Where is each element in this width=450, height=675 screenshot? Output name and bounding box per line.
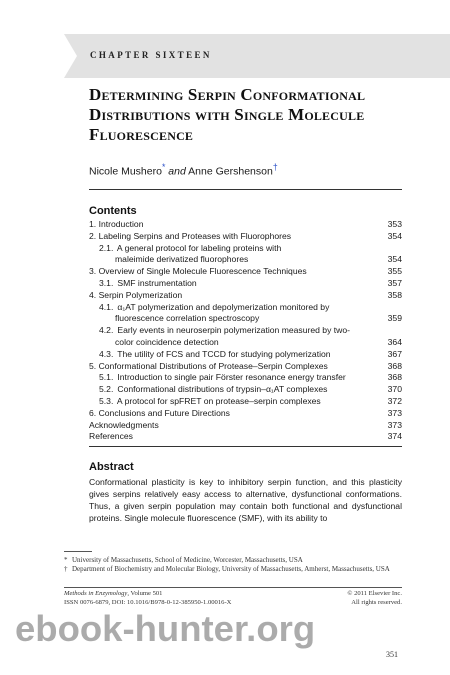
toc-entry-text [89, 361, 378, 373]
toc-entry-title: Conclusions and Future Directions [98, 407, 230, 418]
toc-entry-title: Conformational Distributions of Protease–Serpin Complexes [98, 360, 328, 371]
toc-entry-text [89, 384, 378, 396]
toc-entry-title: Overview of Single Molecule Fluorescence Techniques [98, 266, 307, 277]
footnote [64, 565, 402, 574]
toc-entry-text [89, 254, 378, 266]
toc-entry-title: Labeling Serpins and Proteases with Fluorophores [98, 230, 292, 241]
abstract-heading: Abstract [89, 461, 134, 473]
chapter-band-notch [64, 34, 77, 78]
author-1-affiliation-mark[interactable]: * [161, 162, 166, 172]
toc-entry[interactable] [89, 372, 402, 384]
toc-entry-page: 359 [387, 313, 402, 324]
toc-entry-text [89, 278, 378, 290]
toc-entry-text [89, 431, 378, 443]
toc-entry-number: 5. [89, 360, 97, 371]
toc-entry[interactable] [89, 254, 402, 266]
toc-entry-page: 358 [387, 289, 402, 300]
toc-entry-title: α₁AT polymerization and depolymerization monitored by [117, 301, 330, 312]
toc-entry-text [89, 231, 378, 243]
toc-entry[interactable] [89, 219, 402, 231]
toc-entry-page: 354 [387, 230, 402, 241]
contents-rule [89, 446, 402, 447]
copyright: © 2011 Elsevier Inc. [347, 590, 402, 597]
toc-entry-title: Acknowledgments [89, 419, 159, 430]
toc-entry-number: 6. [89, 407, 97, 418]
toc-entry-page [378, 302, 402, 314]
author-2-affiliation-mark[interactable]: † [272, 162, 278, 172]
toc-entry[interactable] [89, 420, 402, 432]
authors [89, 162, 278, 178]
table-of-contents [89, 219, 402, 443]
toc-entry-text [89, 219, 378, 231]
toc-entry[interactable] [89, 384, 402, 396]
toc-entry-text [89, 396, 378, 408]
toc-entry-page: 357 [387, 277, 402, 288]
toc-entry[interactable] [89, 278, 402, 290]
toc-entry-number: 5.3. [99, 395, 114, 406]
toc-entry[interactable] [89, 231, 402, 243]
toc-entry-page: 368 [387, 372, 402, 383]
toc-entry-page [378, 243, 402, 255]
toc-entry-title: Early events in neuroserpin polymerization measured by two- [117, 325, 351, 336]
publication-meta [64, 590, 402, 607]
toc-entry-page: 374 [387, 431, 402, 442]
toc-entry-title: color coincidence detection [115, 336, 219, 347]
rights: All rights reserved. [351, 598, 402, 606]
toc-entry[interactable] [89, 266, 402, 278]
watermark-logo: ebook-hunter.org [15, 608, 316, 649]
toc-entry-text [89, 420, 378, 432]
toc-entry-title: Serpin Polymerization [98, 289, 183, 300]
toc-entry-number: 4.3. [99, 348, 114, 359]
toc-entry-text [89, 372, 378, 384]
toc-entry-number: 3. [89, 266, 97, 277]
toc-entry-number: 4. [89, 289, 97, 300]
chapter-title: Determining Serpin Conformational Distributions with Single Molecule Fluorescence [89, 85, 366, 144]
toc-entry-number: 3.1. [99, 277, 114, 288]
author-2: Anne Gershenson [188, 165, 273, 178]
toc-entry-page: 367 [387, 348, 402, 359]
journal-volume: , Volume 501 [127, 590, 163, 597]
author-conjunction: and [168, 165, 186, 178]
toc-entry-title: SMF instrumentation [117, 277, 197, 288]
journal-name: Methods in Enzymology [64, 590, 128, 597]
toc-entry-number: 1. [89, 219, 97, 229]
toc-entry-title: fluorescence correlation spectroscopy [115, 313, 260, 324]
toc-entry-number: 4.2. [99, 325, 114, 336]
toc-entry-text [89, 325, 378, 337]
toc-entry-number: 2.1. [99, 242, 114, 253]
page-number: 351 [386, 650, 398, 659]
toc-entry[interactable] [89, 337, 402, 349]
toc-entry-page: 372 [387, 395, 402, 406]
toc-entry-title: References [89, 431, 133, 442]
toc-entry-title: Conformational distributions of trypsin–α₁AT complexes [117, 384, 328, 395]
toc-entry-number: 2. [89, 230, 97, 241]
toc-entry-number: 4.1. [99, 301, 114, 312]
toc-entry-text [89, 337, 378, 349]
toc-entry-page: 355 [387, 266, 402, 277]
footnotes [64, 556, 402, 574]
toc-entry[interactable] [89, 302, 402, 314]
toc-entry-text [89, 266, 378, 278]
header-rule [89, 189, 402, 190]
toc-entry-page: 370 [387, 384, 402, 395]
toc-entry-page: 373 [387, 407, 402, 418]
toc-entry-title: Introduction [98, 219, 144, 229]
toc-entry[interactable] [89, 431, 402, 443]
toc-entry-text [89, 313, 378, 325]
toc-entry[interactable] [89, 349, 402, 361]
toc-entry[interactable] [89, 408, 402, 420]
toc-entry-text [89, 290, 378, 302]
contents-heading: Contents [89, 205, 137, 217]
toc-entry-page: 364 [387, 336, 402, 347]
toc-entry-text [89, 302, 378, 314]
author-1: Nicole Mushero [89, 165, 162, 178]
toc-entry-page: 368 [387, 360, 402, 371]
toc-entry-number: 5.2. [99, 384, 114, 395]
issn-doi: ISSN 0076-6879, DOI: 10.1016/B978-0-12-385950-1.00016-X [64, 598, 232, 606]
toc-entry-title: Introduction to single pair Förster resonance energy transfer [117, 372, 346, 383]
footnote-mark: * [64, 556, 68, 564]
toc-entry-text [89, 408, 378, 420]
toc-entry[interactable] [89, 325, 402, 337]
toc-entry[interactable] [89, 290, 402, 302]
toc-entry[interactable] [89, 361, 402, 373]
toc-entry-page: 353 [387, 219, 402, 229]
toc-entry-number: 5.1. [99, 372, 114, 383]
toc-entry-text [89, 349, 378, 361]
abstract-text: Conformational plasticity is key to inhibitory serpin function, and this plasticity gives serpins relatively easy access to alternative, dysfunctional conformations. Thus, a given serpin population may contain both functional and dysfunctional proteins. Single molecule fluorescence (SMF), with its ability to [89, 477, 402, 523]
journal-line [64, 590, 162, 599]
footnote-mark: † [64, 565, 68, 573]
toc-entry-title: The utility of FCS and TCCD for studying polymerization [117, 348, 331, 359]
footnote [64, 556, 402, 565]
toc-entry-title: A protocol for spFRET on protease–serpin complexes [116, 395, 321, 406]
meta-rule [64, 587, 402, 588]
footnote-rule [64, 551, 92, 552]
toc-entry[interactable] [89, 313, 402, 325]
toc-entry-page: 373 [387, 419, 402, 430]
toc-entry-title: A general protocol for labeling proteins with [116, 242, 282, 253]
chapter-label: CHAPTER SIXTEEN [90, 50, 212, 60]
footnote-text: University of Massachusetts, School of Medicine, Worcester, Massachusetts, USA [72, 556, 303, 564]
toc-entry-page: 354 [387, 254, 402, 265]
toc-entry[interactable] [89, 396, 402, 408]
toc-entry-page [378, 325, 402, 337]
toc-entry-title: maleimide derivatized fluorophores [115, 254, 249, 265]
toc-entry[interactable] [89, 243, 402, 255]
footnote-text: Department of Biochemistry and Molecular Biology, University of Massachusetts, Amherst, Massachusetts, USA [72, 565, 390, 573]
toc-entry-text [89, 243, 378, 255]
